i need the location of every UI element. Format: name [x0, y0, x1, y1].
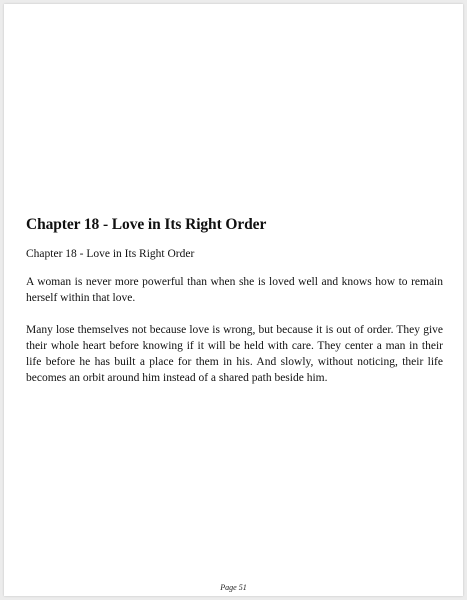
body-paragraph: Many lose themselves not because love is wrong, but because it is out of order. They give their whole heart before knowing if it will be held with care. They center a man in their life before he has built a place for them in his. And slowly, without noticing, their life becomes an orbit around him instead of a shared path beside him.	[26, 324, 443, 384]
page-content	[26, 215, 443, 386]
document-page	[4, 4, 463, 596]
body-paragraph: A woman is never more powerful than when she is loved well and knows how to remain herself within that love.	[26, 276, 443, 304]
page-number: Page 51	[220, 583, 247, 592]
chapter-subtitle: Chapter 18 - Love in Its Right Order	[26, 248, 195, 260]
chapter-heading: Chapter 18 - Love in Its Right Order	[26, 216, 267, 233]
